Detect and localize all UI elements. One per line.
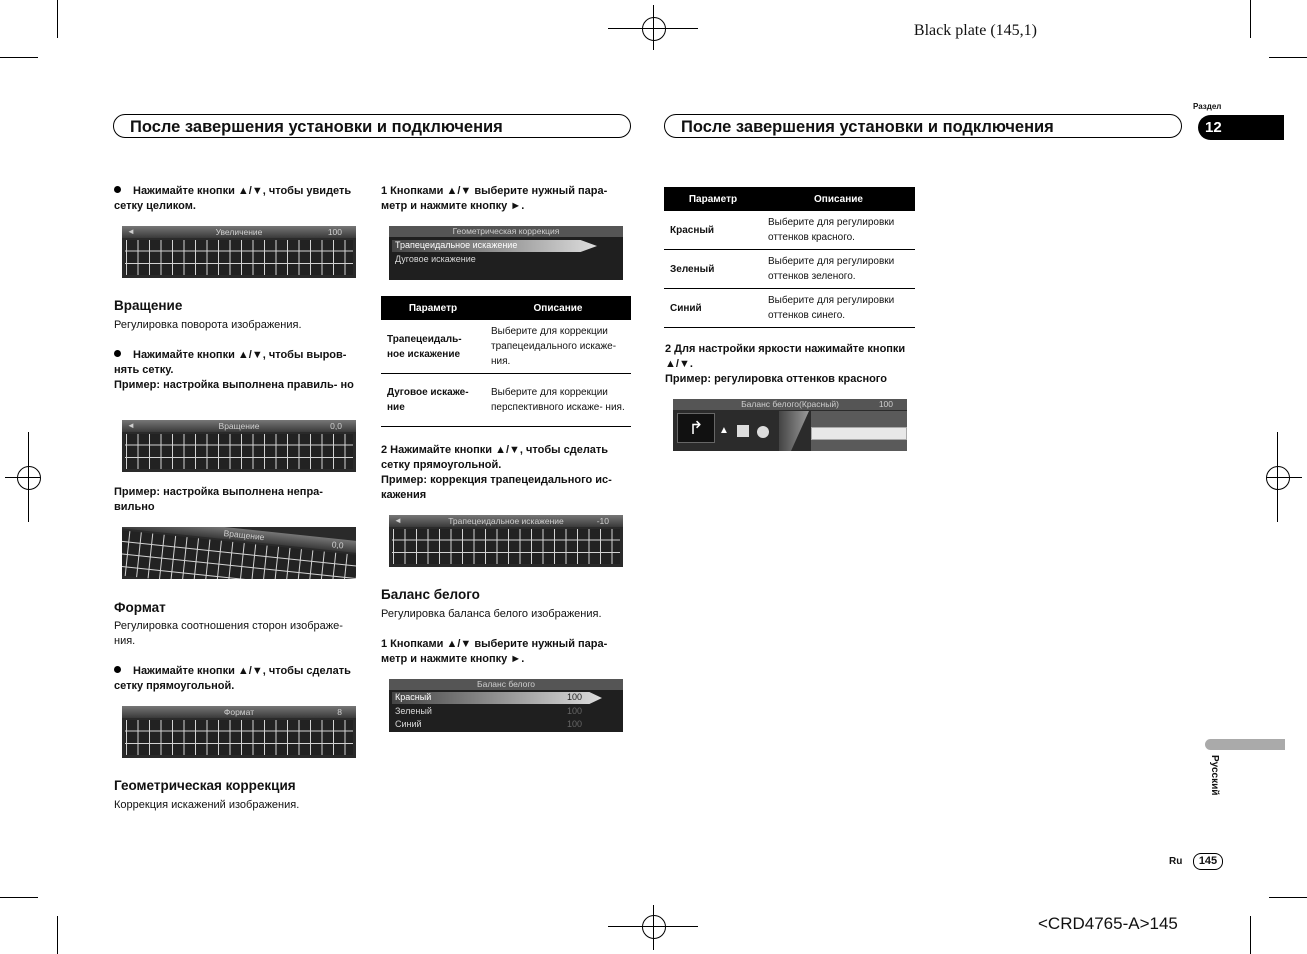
menu-item: Дуговое искажение bbox=[395, 254, 476, 264]
table-header: Описание bbox=[485, 296, 631, 320]
screen-value: 100 bbox=[327, 227, 342, 237]
screen-value: 0,0 bbox=[330, 421, 342, 431]
table-row bbox=[664, 211, 915, 250]
screen-red-balance bbox=[673, 399, 907, 451]
registration-circle bbox=[642, 17, 666, 41]
format-desc: Регулировка соотношения сторон изображе- ния. bbox=[114, 620, 343, 647]
back-arrow-icon: ◄ bbox=[394, 516, 402, 525]
screen-title: Вращение bbox=[218, 421, 260, 431]
crop-mark bbox=[1250, 916, 1251, 954]
screen-rotation-incorrect bbox=[122, 527, 356, 579]
section-number: 12 bbox=[1198, 115, 1284, 140]
table-header: Параметр bbox=[664, 187, 762, 211]
crop-mark bbox=[1269, 897, 1307, 898]
table-cell: Красный bbox=[664, 211, 762, 250]
table-cell: Синий bbox=[664, 289, 762, 328]
example-trapezoid: Пример: коррекция трапецеидального ис- кажения bbox=[381, 474, 612, 501]
rotation-desc: Регулировка поворота изображения. bbox=[114, 319, 302, 331]
rotation-heading: Вращение bbox=[114, 298, 183, 313]
format-heading: Формат bbox=[114, 600, 166, 615]
instruction-bullet: Нажимайте кнопки ▲/▼, чтобы сделать сетку прямоугольной. bbox=[114, 665, 351, 692]
registration-circle bbox=[642, 915, 666, 939]
turn-arrow-icon: ↱ bbox=[677, 413, 715, 443]
menu-value: 100 bbox=[567, 706, 583, 716]
menu-item: Зеленый bbox=[395, 706, 432, 716]
screen-format bbox=[122, 706, 356, 758]
registration-circle bbox=[17, 466, 41, 490]
test-grid bbox=[125, 434, 353, 469]
table-header: Описание bbox=[762, 187, 915, 211]
screen-zoom bbox=[122, 226, 356, 278]
menu-item: Трапецеидальное искажение bbox=[395, 240, 518, 250]
step-2-brightness: 2 Для настройки яркости нажимайте кнопки ▲/▼. bbox=[665, 343, 906, 370]
plate-label: Black plate (145,1) bbox=[913, 22, 1037, 39]
screen-title: Трапецеидальное искажение bbox=[448, 516, 564, 526]
table-row bbox=[381, 320, 631, 374]
test-grid bbox=[125, 720, 353, 755]
screen-title: Баланс белого(Красный) bbox=[741, 399, 839, 409]
screen-title: Геометрическая коррекция bbox=[452, 226, 560, 236]
section-label: Раздел bbox=[1193, 102, 1222, 111]
language-tab bbox=[1205, 739, 1285, 750]
crop-mark bbox=[1250, 0, 1251, 38]
table-cell: Зеленый bbox=[664, 250, 762, 289]
crop-mark bbox=[1269, 57, 1307, 58]
test-grid bbox=[392, 529, 620, 564]
screen-title: Баланс белого bbox=[477, 679, 535, 689]
color-parameter-table bbox=[664, 187, 915, 328]
table-cell: Выберите для регулировки оттенков красного. bbox=[762, 211, 915, 250]
screen-value: 0,0 bbox=[331, 539, 345, 551]
menu-item: Синий bbox=[395, 719, 422, 729]
test-grid bbox=[125, 240, 353, 275]
language-label: Русский bbox=[1209, 755, 1220, 796]
screen-value: -10 bbox=[596, 516, 609, 526]
menu-item: Красный bbox=[395, 692, 432, 702]
table-cell: Выберите для регулировки оттенков синего. bbox=[762, 289, 915, 328]
table-row bbox=[664, 289, 915, 328]
document-code: <CRD4765-A>145 bbox=[1038, 914, 1178, 933]
crop-mark bbox=[57, 0, 58, 38]
screen-value: 100 bbox=[878, 399, 893, 409]
table-row bbox=[664, 250, 915, 289]
table-row bbox=[381, 374, 631, 427]
table-cell: Выберите для коррекции перспективного искаже- ния. bbox=[485, 374, 631, 427]
screen-title: Вращение bbox=[223, 527, 265, 543]
table-cell: Выберите для регулировки оттенков зеленого. bbox=[762, 250, 915, 289]
geometric-heading: Геометрическая коррекция bbox=[114, 778, 296, 793]
table-cell: Дуговое искаже- ние bbox=[381, 374, 485, 427]
example-correct: Пример: настройка выполнена правиль- но bbox=[114, 379, 354, 391]
crop-mark bbox=[0, 57, 38, 58]
registration-circle bbox=[1266, 466, 1290, 490]
white-balance-desc: Регулировка баланса белого изображения. bbox=[381, 608, 602, 620]
screen-title: Формат bbox=[223, 707, 255, 717]
white-balance-heading: Баланс белого bbox=[381, 587, 480, 602]
step-1: 1 Кнопками ▲/▼ выберите нужный пара- метр и нажмите кнопку ►. bbox=[381, 185, 608, 212]
crop-mark bbox=[57, 916, 58, 954]
instruction-bullet: Нажимайте кнопки ▲/▼, чтобы выров- нять сетку. bbox=[114, 349, 347, 376]
header-title-left: После завершения установки и подключения bbox=[113, 114, 631, 138]
table-cell: Выберите для коррекции трапецеидального искаже- ния. bbox=[485, 320, 631, 374]
signal-icon bbox=[737, 425, 749, 437]
example-incorrect: Пример: настройка выполнена непра- вильно bbox=[114, 486, 323, 513]
screen-value: 8 bbox=[337, 707, 342, 717]
screen-white-balance bbox=[389, 679, 623, 732]
bullet-icon bbox=[114, 666, 121, 673]
status-icon bbox=[757, 426, 769, 438]
page-number: 145 bbox=[1193, 853, 1223, 870]
screen-trapezoid bbox=[389, 515, 623, 567]
screen-geometric bbox=[389, 226, 623, 280]
screen-rotation-correct bbox=[122, 420, 356, 472]
step-2: 2 Нажимайте кнопки ▲/▼, чтобы сделать сетку прямоугольной. bbox=[381, 444, 609, 471]
level-bar bbox=[811, 427, 907, 440]
back-arrow-icon: ◄ bbox=[127, 421, 135, 430]
menu-value: 100 bbox=[567, 692, 583, 702]
parameter-table bbox=[381, 296, 631, 427]
table-header: Параметр bbox=[381, 296, 485, 320]
geometric-desc: Коррекция искажений изображения. bbox=[114, 799, 300, 811]
back-arrow-icon: ◄ bbox=[127, 227, 135, 236]
bullet-icon bbox=[114, 350, 121, 357]
table-cell: Трапецеидаль- ное искажение bbox=[381, 320, 485, 374]
crop-mark bbox=[0, 897, 38, 898]
menu-value: 100 bbox=[567, 719, 583, 729]
instruction-bullet: Нажимайте кнопки ▲/▼, чтобы увидеть сетку целиком. bbox=[114, 185, 352, 212]
step-1b: 1 Кнопками ▲/▼ выберите нужный пара- метр и нажмите кнопку ►. bbox=[381, 638, 608, 665]
road-graphic bbox=[779, 411, 809, 451]
bullet-icon bbox=[114, 186, 121, 193]
lang-code: Ru bbox=[1169, 856, 1183, 867]
example-red: Пример: регулировка оттенков красного bbox=[665, 373, 887, 385]
header-title-right: После завершения установки и подключения bbox=[664, 114, 1182, 138]
screen-title: Увеличение bbox=[215, 227, 263, 237]
warning-icon: ▲ bbox=[719, 425, 729, 436]
